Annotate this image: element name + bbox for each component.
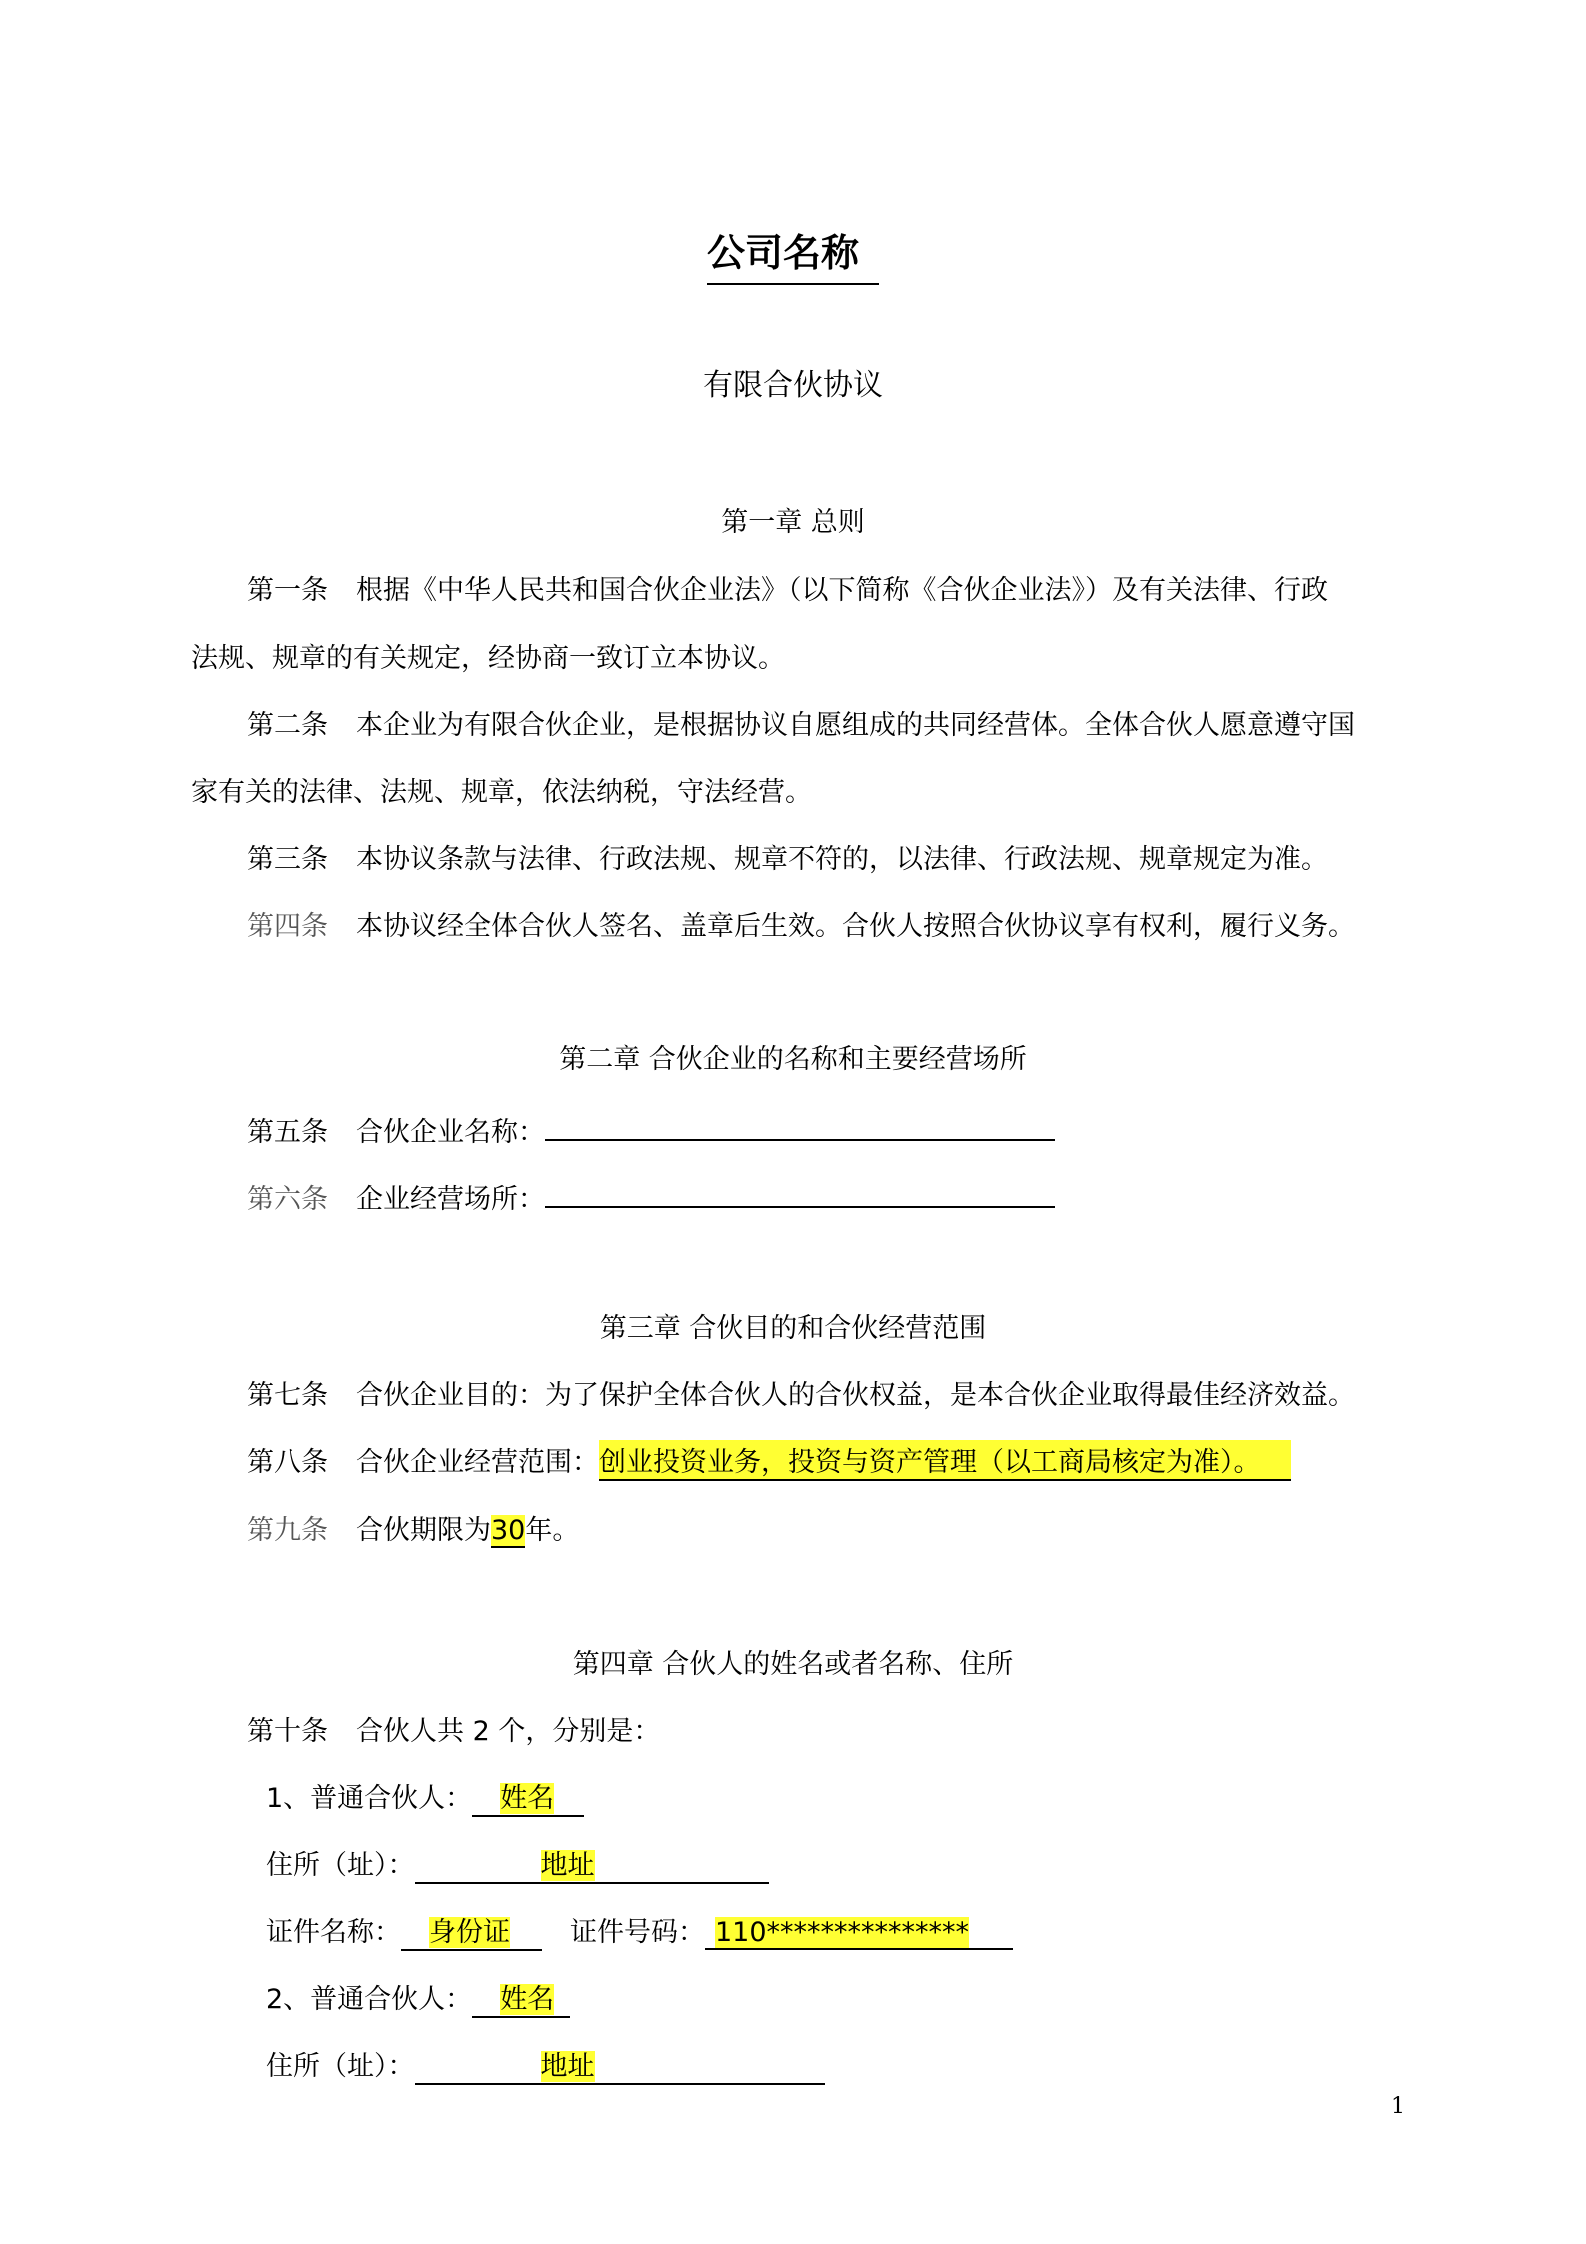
partner-1-id-type-value: 身份证	[429, 1917, 510, 1948]
article-7	[247, 1373, 1355, 1412]
company-name-blank[interactable]	[545, 1105, 1055, 1141]
article-text: 合伙期限为	[356, 1515, 491, 1546]
article-4	[247, 904, 1355, 943]
id-type-label: 证件名称：	[266, 1917, 401, 1948]
partner-1-name-value: 姓名	[500, 1783, 555, 1814]
partner-1-address-field[interactable]	[415, 1843, 769, 1884]
article-text: 根据《中华人民共和国合伙企业法》（以下简称《合伙企业法》）及有关法律、行政	[356, 575, 1328, 606]
article-1-line1	[247, 568, 1328, 607]
partner-1-id-type-field[interactable]	[401, 1910, 542, 1951]
article-label: 第三条	[247, 844, 328, 875]
chapter-3-heading: 第三章 合伙目的和合伙经营范围	[599, 1313, 987, 1344]
page-number: 1	[1391, 2094, 1405, 2119]
address-label: 住所（址）：	[266, 1850, 415, 1881]
partner-2-address-value: 地址	[540, 2051, 595, 2082]
article-text: 本协议经全体合伙人签名、盖章后生效。合伙人按照合伙协议享有权利，履行义务。	[356, 911, 1355, 942]
partner-1-name-field[interactable]	[472, 1776, 584, 1817]
partner-1-address-value: 地址	[540, 1850, 595, 1881]
partner-1-id-number-field[interactable]	[705, 1917, 1013, 1950]
article-3	[247, 837, 1328, 876]
article-label: 第二条	[247, 710, 328, 741]
article-text: 本企业为有限合伙企业，是根据协议自愿组成的共同经营体。全体合伙人愿意遵守国	[356, 710, 1355, 741]
article-8	[247, 1440, 1291, 1481]
partner-1-id-number-value: 110***************	[715, 1917, 970, 1948]
term-years-value[interactable]: 30	[491, 1515, 526, 1546]
article-label: 第十条	[247, 1716, 328, 1747]
chapter-1-heading: 第一章 总则	[721, 507, 865, 538]
article-10	[247, 1709, 660, 1748]
partner-label: 2、普通合伙人：	[266, 1984, 473, 2015]
article-5	[247, 1105, 1055, 1149]
partner-1-id-row	[266, 1910, 1013, 1951]
article-text-suffix: 年。	[525, 1515, 580, 1546]
article-2-line1	[247, 703, 1355, 742]
article-label: 第四条	[247, 911, 328, 942]
chapter-2-heading: 第二章 合伙企业的名称和主要经营场所	[559, 1044, 1027, 1075]
business-scope-value[interactable]: 创业投资业务，投资与资产管理（以工商局核定为准）。	[599, 1440, 1291, 1481]
article-text: 合伙企业经营范围：	[356, 1447, 599, 1478]
partner-2-name-row	[266, 1977, 570, 2018]
article-label: 第六条	[247, 1184, 328, 1215]
id-number-label: 证件号码：	[570, 1917, 705, 1948]
partner-2-name-field[interactable]	[472, 1977, 570, 2018]
partner-1-name-row	[266, 1776, 584, 1817]
partner-1-address-row	[266, 1843, 769, 1884]
chapter-4-heading: 第四章 合伙人的姓名或者名称、住所	[572, 1649, 1014, 1680]
document-title	[0, 222, 1586, 285]
article-label: 第五条	[247, 1117, 328, 1148]
article-label: 第七条	[247, 1380, 328, 1411]
article-label: 第九条	[247, 1515, 328, 1546]
partner-label: 1、普通合伙人：	[266, 1783, 473, 1814]
company-name: 公司名称	[707, 222, 879, 285]
address-label: 住所（址）：	[266, 2051, 415, 2082]
article-label: 第八条	[247, 1447, 328, 1478]
article-6	[247, 1172, 1055, 1216]
business-address-blank[interactable]	[545, 1172, 1055, 1208]
partner-2-address-row	[266, 2044, 825, 2085]
article-text: 合伙人共 2 个，分别是：	[356, 1716, 661, 1747]
article-1-line2: 法规、规章的有关规定，经协商一致订立本协议。	[191, 643, 785, 674]
article-2-line2: 家有关的法律、法规、规章，依法纳税，守法经营。	[191, 777, 812, 808]
article-9	[247, 1508, 579, 1548]
article-text: 本协议条款与法律、行政法规、规章不符的，以法律、行政法规、规章规定为准。	[356, 844, 1328, 875]
document-subtitle: 有限合伙协议	[703, 368, 883, 403]
article-text: 合伙企业目的：为了保护全体合伙人的合伙权益，是本合伙企业取得最佳经济效益。	[356, 1380, 1355, 1411]
article-text: 合伙企业名称：	[356, 1117, 545, 1148]
article-text: 企业经营场所：	[356, 1184, 545, 1215]
article-label: 第一条	[247, 575, 328, 606]
partner-2-address-field[interactable]	[415, 2044, 825, 2085]
partner-2-name-value: 姓名	[500, 1984, 555, 2015]
